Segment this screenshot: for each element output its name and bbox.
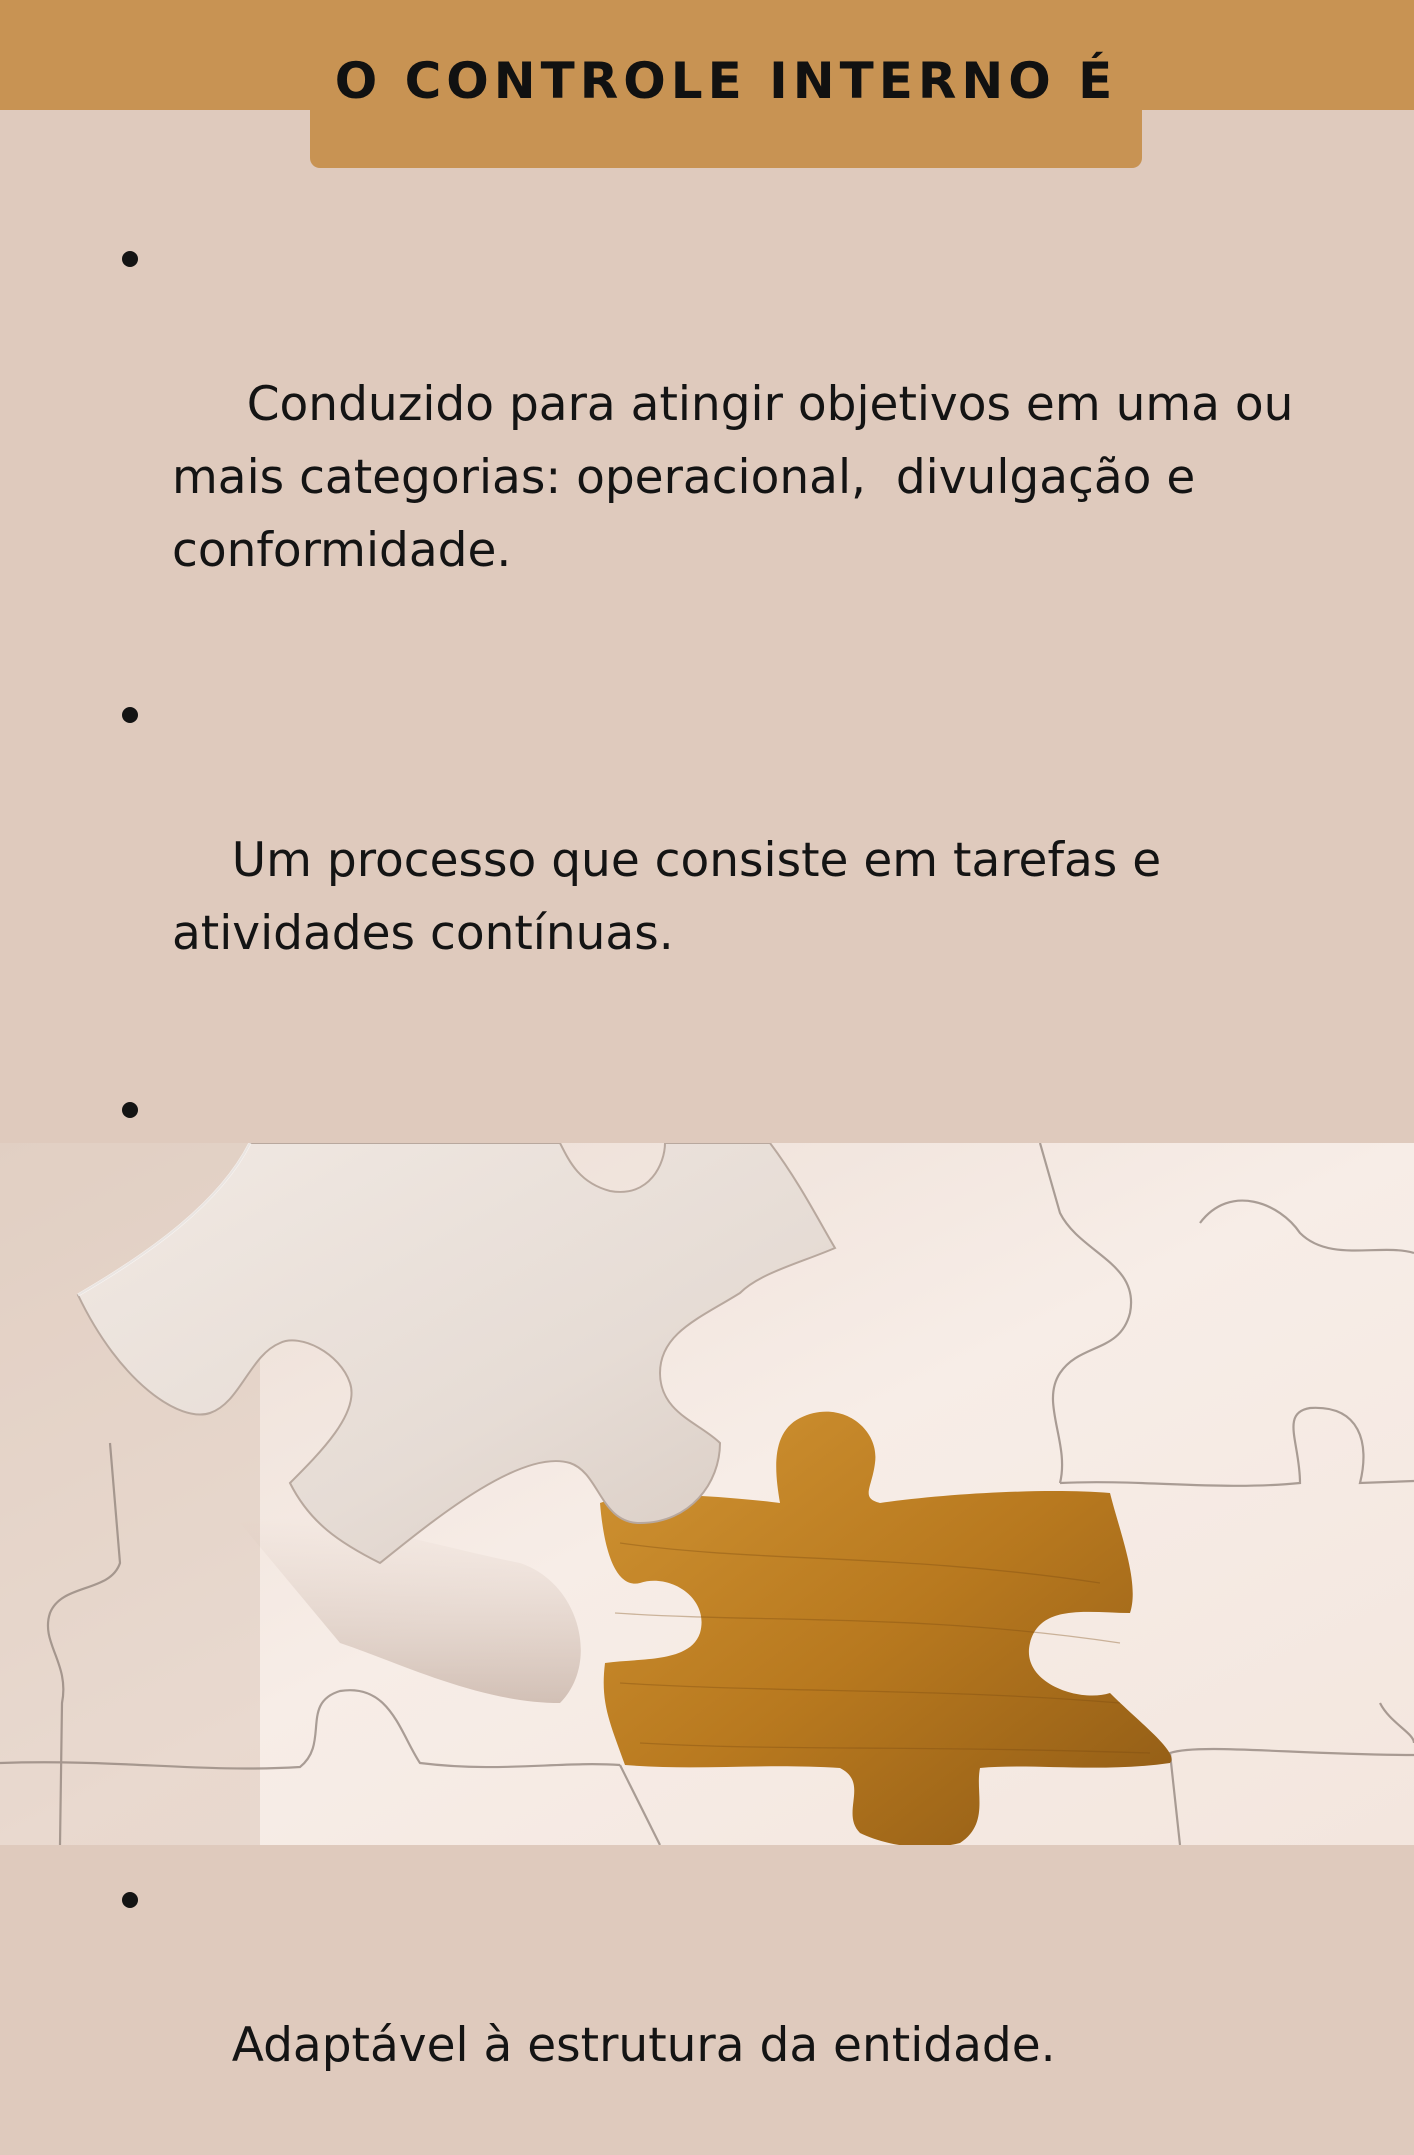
- bullet-text: Um processo que consiste em tarefas e atividades contínuas.: [172, 833, 1162, 961]
- bullet-icon: [122, 251, 138, 267]
- page-title: O CONTROLE INTERNO É: [334, 52, 1118, 110]
- bullet-icon: [122, 707, 138, 723]
- list-item: [120, 678, 1300, 1043]
- bullet-text: Conduzido para atingir objetivos em uma ou mais categorias: operacional, divulgação e conformidade.: [172, 377, 1294, 578]
- bullet-icon: [122, 1892, 138, 1908]
- list-item: [120, 1863, 1300, 2155]
- bullet-text: Adaptável à estrutura da entidade.: [231, 2018, 1056, 2073]
- list-item: [120, 222, 1300, 660]
- puzzle-pieces-icon: [0, 1143, 1414, 1845]
- puzzle-photo: [0, 1143, 1414, 1845]
- bullet-icon: [122, 1102, 138, 1118]
